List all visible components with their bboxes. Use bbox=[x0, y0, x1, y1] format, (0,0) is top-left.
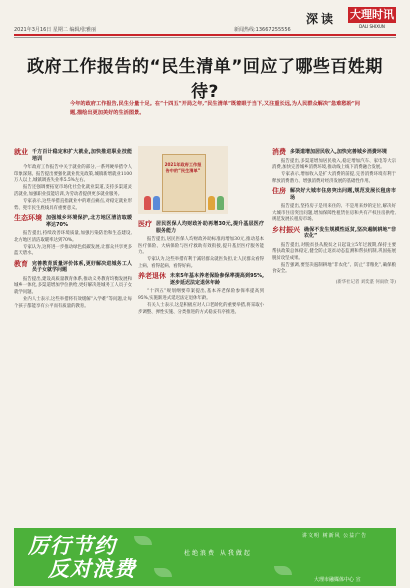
body-paragraph: 业内人士表示,这些举措将有效缓解“入学难”等问题,让每个孩子都能享有公平而有质量的教育。 bbox=[14, 297, 132, 309]
body-paragraph: 专家认为,这些举措有利于减轻群众就医负担,让人民群众看得上病、看得起病、看得好病。 bbox=[138, 257, 264, 269]
section-heading bbox=[14, 261, 132, 274]
illustration bbox=[138, 146, 228, 214]
body-paragraph: 有关人士表示,这是积极应对人口老龄化的重要举措,将采取小步调整、弹性实施、分类推进的方式稳妥有序推进。 bbox=[138, 303, 264, 315]
leaf-decoration bbox=[134, 536, 152, 545]
leaf-decoration bbox=[154, 568, 172, 577]
section-subtitle: 千方百计稳定和扩大就业,加快推进职业技能培训 bbox=[32, 149, 132, 162]
banner-top-line: 讲文明 树新风 公益广告 bbox=[302, 533, 368, 539]
figure-person bbox=[144, 196, 151, 210]
column-1 bbox=[14, 146, 132, 524]
section-subtitle: 加强城乡环境保护,北方地区清洁取暖率达70% bbox=[46, 215, 132, 228]
figure-person bbox=[208, 196, 215, 210]
article-credit: (新华社记者 刘奕湛 何雨欣 等) bbox=[335, 279, 396, 285]
section-subtitle: 未来5年基本养老保险参保率提高到95%,逐步延迟法定退休年龄 bbox=[170, 273, 264, 286]
body-paragraph: 报告提出,对脱贫县从脱贫之日起设立5年过渡期,保持主要帮扶政策总体稳定,健全防止返贫动态监测和帮扶机制,巩固拓展脱贫攻坚成果。 bbox=[272, 242, 396, 261]
section-subtitle: 多渠道增加居民收入,加快完善城乡消费环境 bbox=[290, 149, 387, 155]
section-subtitle: 居民医保人均财政补助再增30元,提升基层医疗服务能力 bbox=[156, 221, 264, 234]
figure-person bbox=[217, 196, 224, 210]
body-paragraph: 报告提出,多渠道增加居民收入,稳定增加汽车、家电等大宗消费,加快完善城乡消费环境,推动线上线下消费融合发展。 bbox=[272, 158, 396, 170]
section-heading bbox=[272, 149, 396, 156]
body-paragraph: 报告还强调要拓宽市场化社会化就业渠道,支持多渠道灵活就业,加强职业技能培训,为劳动者提供更多就业服务。 bbox=[14, 185, 132, 197]
headline: 政府工作报告的“民生清单”回应了哪些百姓期待? bbox=[27, 57, 383, 102]
banner-subslogan: 杜绝浪费 从我做起 bbox=[184, 550, 252, 557]
section-tag: 乡村振兴 bbox=[272, 225, 300, 234]
section-heading bbox=[272, 227, 396, 240]
body-paragraph: 专家表示,增加收入是扩大消费的前提,完善消费环境有利于释放消费潜力、增强消费对经济发展的基础性作用。 bbox=[272, 172, 396, 184]
leaf-decoration bbox=[274, 566, 292, 575]
page-header bbox=[14, 4, 396, 42]
section-tag: 生态环境 bbox=[14, 214, 42, 223]
column-2 bbox=[138, 218, 264, 524]
body-paragraph: 专家表示,这些举措直指就业中的难点痛点,对稳定就业形势、兜牢民生底线具有重要意义。 bbox=[14, 199, 132, 211]
body-paragraph: 报告强调,要坚决遏制耕地“非农化”、防止“非粮化”,确保粮食安全。 bbox=[272, 263, 396, 275]
section-tag: 住房 bbox=[272, 187, 286, 196]
section-tag: 教育 bbox=[14, 259, 28, 268]
section-heading bbox=[14, 149, 132, 162]
section-heading bbox=[138, 273, 264, 286]
section-name: 深读 bbox=[306, 12, 337, 26]
section-subtitle: 解决好大城市住房突出问题,规范发展长租房市场 bbox=[290, 188, 396, 201]
section-subtitle: 确保不发生规模性返贫,坚决遏制耕地“非农化” bbox=[304, 226, 396, 240]
body-paragraph: 专家认为,这将进一步推动绿色低碳发展,让群众共享更多蓝天碧水。 bbox=[14, 245, 132, 257]
body-paragraph: 报告提出,坚持房子是用来住的、不是用来炒的定位,解决好大城市住房突出问题,增加保障性租赁住房和共有产权住房供给,规范发展长租房市场。 bbox=[272, 204, 396, 223]
section-tag: 消费 bbox=[272, 148, 286, 156]
news-hotline: 新闻热线:13667255556 bbox=[234, 27, 291, 33]
newspaper-logo: 大理时讯 bbox=[350, 8, 394, 21]
section-subtitle: 完善教育质量评价体系,更好解决进城务工人员子女就学问题 bbox=[32, 260, 132, 274]
body-paragraph: 报告提出,持续改善环境质量,加强污染防治和生态建设,北方地区清洁取暖率达到70%。 bbox=[14, 231, 132, 243]
section-heading bbox=[14, 215, 132, 228]
section-heading bbox=[138, 221, 264, 234]
report-book-title: 2021年政府工作报告中的“民生清单” bbox=[164, 162, 202, 173]
issue-date: 2021年3月16日 星期二 编辑/张雅丽 bbox=[14, 27, 97, 33]
lead-paragraph: 今年的政府工作报告,民生分量十足。在“十四五”开局之年,“民生清单”既着眼于当下,又注重长远,为人民群众解决“急难愁盼”问题,描绘出更加美好的生活图景。 bbox=[70, 101, 360, 116]
newspaper-logo-en: DALI SHIXUN bbox=[359, 24, 385, 29]
banner-slogan-2: 反对浪费 bbox=[48, 556, 136, 581]
section-heading bbox=[272, 188, 396, 201]
section-tag: 医疗 bbox=[138, 220, 152, 228]
column-3 bbox=[272, 146, 396, 524]
body-paragraph: 报告提出,居民医保人均财政补助标准再增加30元,推动基本医疗保险、大病保险与医疗救助有效衔接,提升基层医疗服务能力。 bbox=[138, 237, 264, 255]
figure-person bbox=[153, 196, 160, 210]
public-service-banner bbox=[14, 528, 396, 586]
banner-slogan-1: 厉行节约 bbox=[28, 533, 116, 558]
body-paragraph: 报告提出,建设高质量教育体系,推动义务教育均衡发展和城乡一体化,多渠道增加学位供给,更好解决进城务工人员子女就学问题。 bbox=[14, 277, 132, 295]
header-rule bbox=[14, 34, 396, 36]
section-tag: 养老退休 bbox=[138, 272, 166, 281]
header-rule-thin bbox=[14, 37, 396, 38]
body-paragraph: 今年政府工作报告中关于就业的部分,一系列硬举措令人印象深刻。报告提出要强化就业优先政策,城镇新增就业1100万人以上,城镇调查失业率5.5%左右。 bbox=[14, 165, 132, 183]
body-paragraph: “十四五”规划纲要草案提出,基本养老保险参保率提高到95%,实施渐进式延迟法定退休年龄。 bbox=[138, 289, 264, 301]
section-tag: 就业 bbox=[14, 148, 28, 156]
banner-organization: 大理市融媒体中心 宣 bbox=[314, 577, 361, 583]
